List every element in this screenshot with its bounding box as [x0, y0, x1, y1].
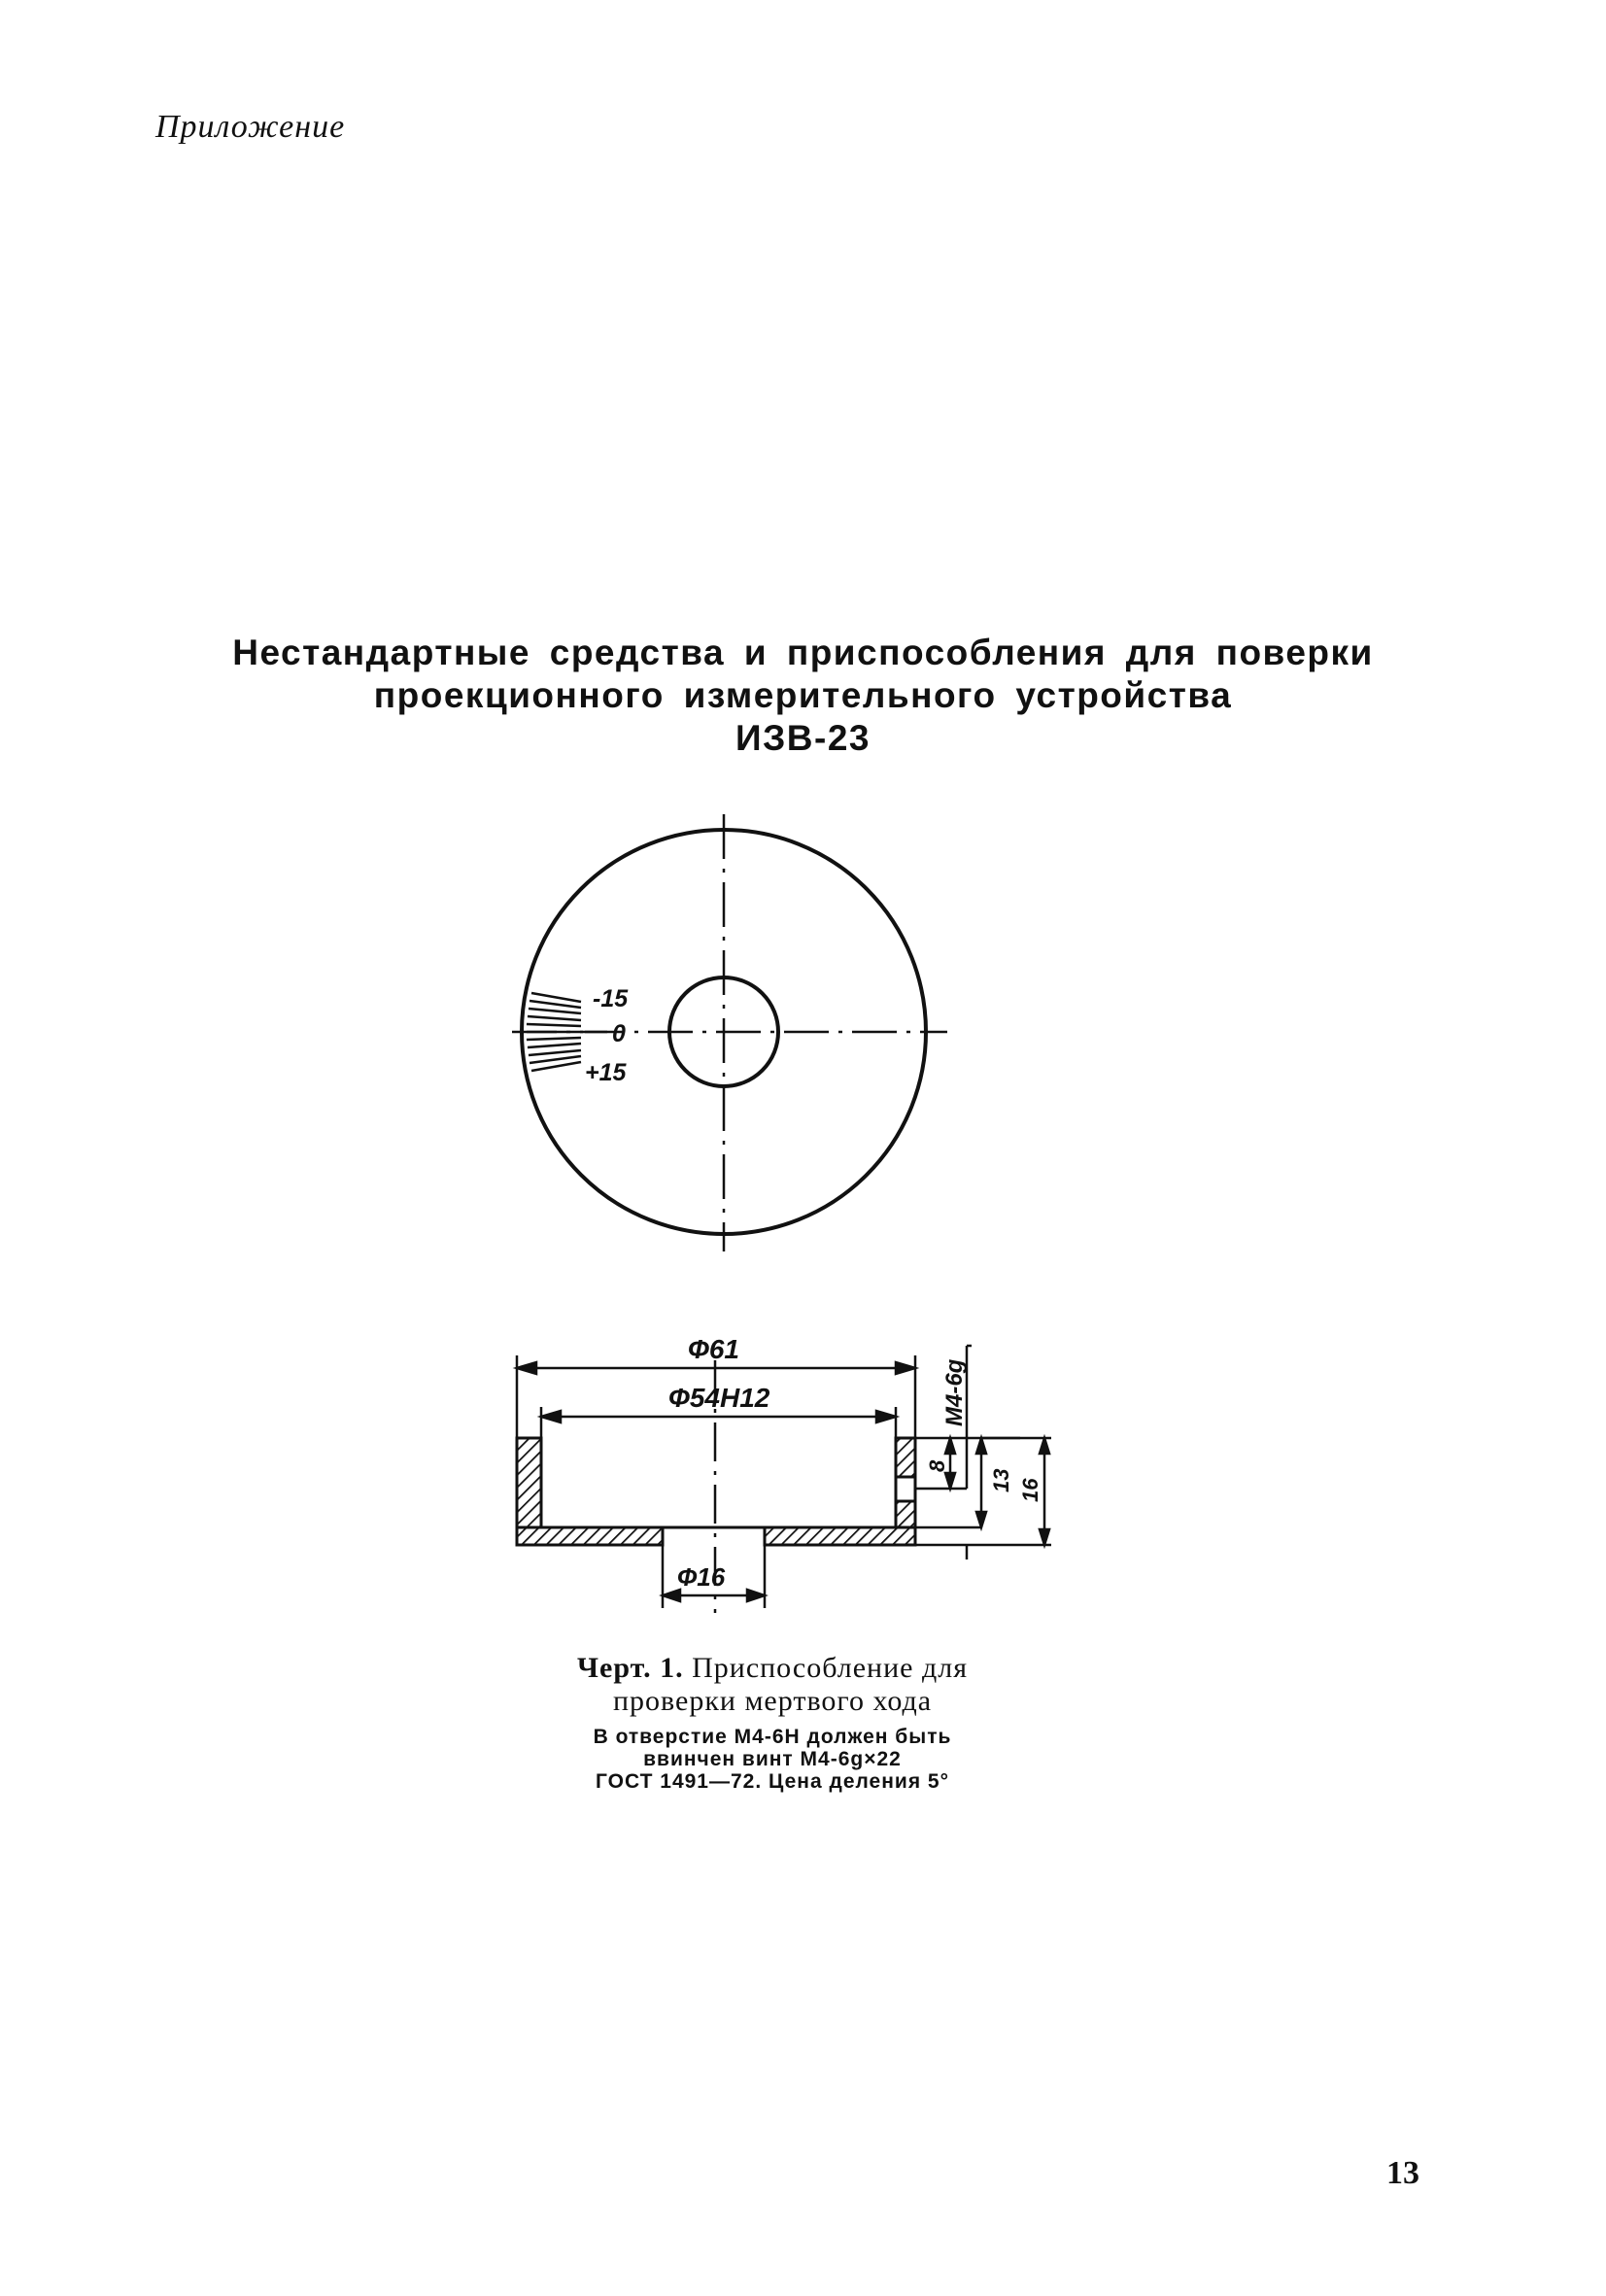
threaded-hole — [896, 1477, 915, 1501]
dim-thread-label: М4-6g — [941, 1358, 968, 1426]
caption-note-line-3: ГОСТ 1491—72. Цена деления 5° — [596, 1770, 949, 1793]
figure-title-line-2: проверки мертвого хода — [612, 1685, 933, 1717]
base-left-section — [517, 1527, 663, 1545]
dim-8-label: 8 — [925, 1459, 949, 1472]
title-line-2: проекционного измерительного устройства — [373, 675, 1233, 715]
figure-title-line-1: Приспособление для — [692, 1652, 969, 1684]
caption-note-line-1: В отверстие М4-6Н должен быть — [593, 1726, 952, 1748]
figure-number: Черт. 1. — [576, 1652, 684, 1684]
dim-inner-diameter-label: Ф54Н12 — [668, 1383, 770, 1413]
caption-note — [491, 1726, 1054, 1793]
appendix-label: Приложение — [155, 109, 346, 145]
scale-label-zero: 0 — [612, 1020, 626, 1047]
right-wall-upper-section — [896, 1438, 915, 1477]
caption-note-line-2: ввинчен винт М4-6g×22 — [643, 1748, 902, 1770]
title-line-1: Нестандартные средства и приспособления для поверки — [232, 633, 1374, 672]
figure-caption — [491, 1652, 1054, 1793]
dim-outer-diameter-label: Ф61 — [688, 1334, 740, 1364]
base-right-section — [765, 1527, 915, 1545]
dim-13-label: 13 — [989, 1468, 1013, 1492]
scale-ticks — [527, 993, 583, 1071]
caption-title — [491, 1652, 1054, 1718]
page-number: 13 — [1386, 2155, 1419, 2191]
dim-right-side — [915, 1346, 1051, 1559]
section-view-drawing — [517, 1334, 1051, 1613]
top-view-drawing — [512, 814, 947, 1251]
scale-label-minus15: -15 — [593, 985, 629, 1012]
dim-bottom-hole-label: Ф16 — [677, 1562, 726, 1592]
dim-16-label: 16 — [1018, 1478, 1042, 1502]
title-line-3: ИЗВ-23 — [735, 718, 871, 758]
scale-label-plus15: +15 — [585, 1059, 627, 1086]
